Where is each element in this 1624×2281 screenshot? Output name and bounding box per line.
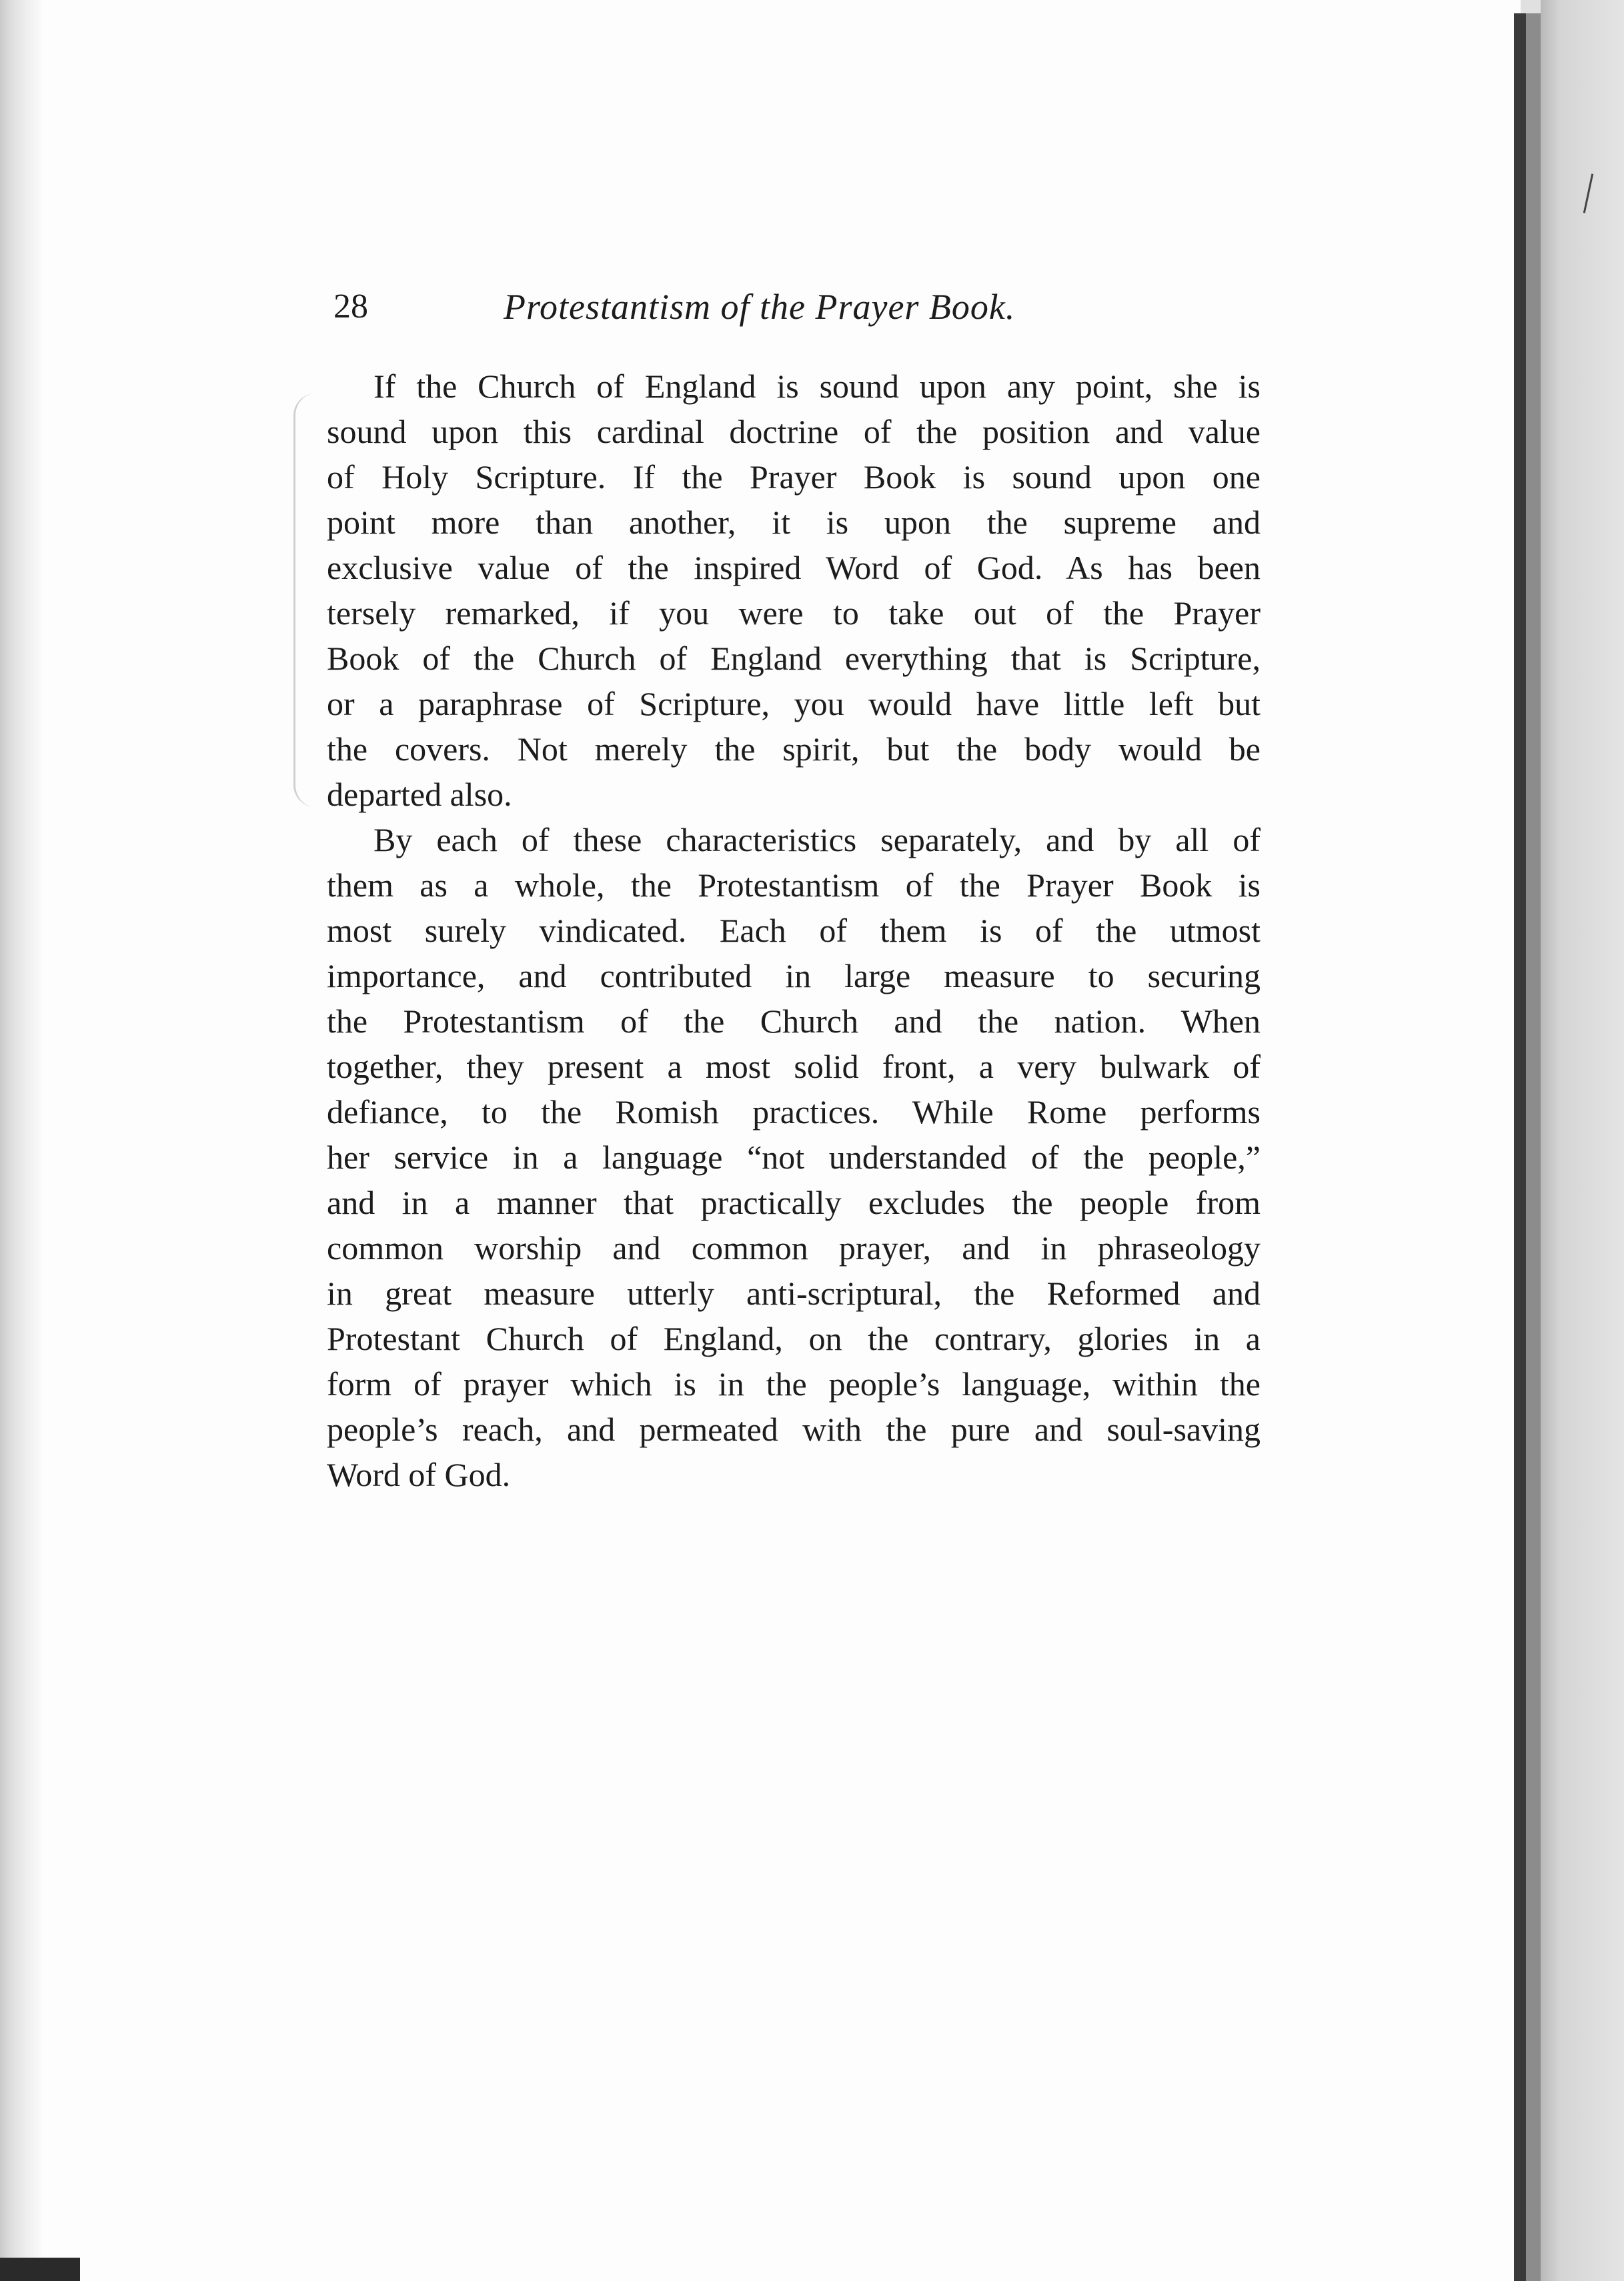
right-scan-edge-shadow [1514, 13, 1526, 2281]
text-line: the covers. Not merely the spirit, but the body would be [327, 730, 1261, 768]
text-line: point more than another, it is upon the supreme and [327, 504, 1261, 541]
text-line: If the Church of England is sound upon any point, she is [373, 367, 1261, 405]
text-line: her service in a language “not understanded of the people,” [327, 1138, 1261, 1176]
text-line: the Protestantism of the Church and the nation. When [327, 1002, 1261, 1040]
text-line: Protestant Church of England, on the contrary, glories in a [327, 1320, 1261, 1357]
text-line: or a paraphrase of Scripture, you would have little left but [327, 685, 1261, 722]
running-head [333, 280, 1267, 333]
text-line: exclusive value of the inspired Word of God. As has been [327, 549, 1261, 586]
text-line: and in a manner that practically excludes the people from [327, 1184, 1261, 1221]
text-line: them as a whole, the Protestantism of the Prayer Book is [327, 866, 1261, 904]
text-line: By each of these characteristics separately, and by all of [373, 821, 1261, 858]
margin-bracket-mark [293, 394, 315, 807]
text-line: of Holy Scripture. If the Prayer Book is sound upon one [327, 458, 1261, 496]
page-title: Protestantism of the Prayer Book. [504, 287, 1016, 327]
right-scan-edge-band [1526, 13, 1541, 2281]
text-line: departed also. [327, 776, 512, 813]
text-line: sound upon this cardinal doctrine of the position and value [327, 413, 1261, 450]
page-number: 28 [333, 287, 368, 325]
right-scan-edge [1541, 0, 1624, 2281]
body-text [327, 363, 1261, 1497]
text-line: Word of God. [327, 1456, 511, 1493]
text-line: in great measure utterly anti-scriptural, the Reformed and [327, 1275, 1261, 1312]
left-scan-edge-corner [0, 2258, 80, 2281]
text-line: common worship and common prayer, and in phraseology [327, 1229, 1261, 1267]
text-line: importance, and contributed in large measure to securing [327, 957, 1261, 994]
text-line: form of prayer which is in the people’s language, within the [327, 1365, 1261, 1403]
left-scan-edge [0, 0, 41, 2281]
text-line: people’s reach, and permeated with the pure and soul-saving [327, 1411, 1261, 1448]
text-line: tersely remarked, if you were to take out of the Prayer [327, 594, 1261, 632]
paragraph-1 [327, 363, 1261, 817]
text-line: defiance, to the Romish practices. While Rome performs [327, 1093, 1261, 1130]
text-line: Book of the Church of England everything that is Scripture, [327, 640, 1261, 677]
text-line: together, they present a most solid front, a very bulwark of [327, 1048, 1261, 1085]
paragraph-2 [327, 817, 1261, 1497]
text-line: most surely vindicated. Each of them is of the utmost [327, 912, 1261, 949]
